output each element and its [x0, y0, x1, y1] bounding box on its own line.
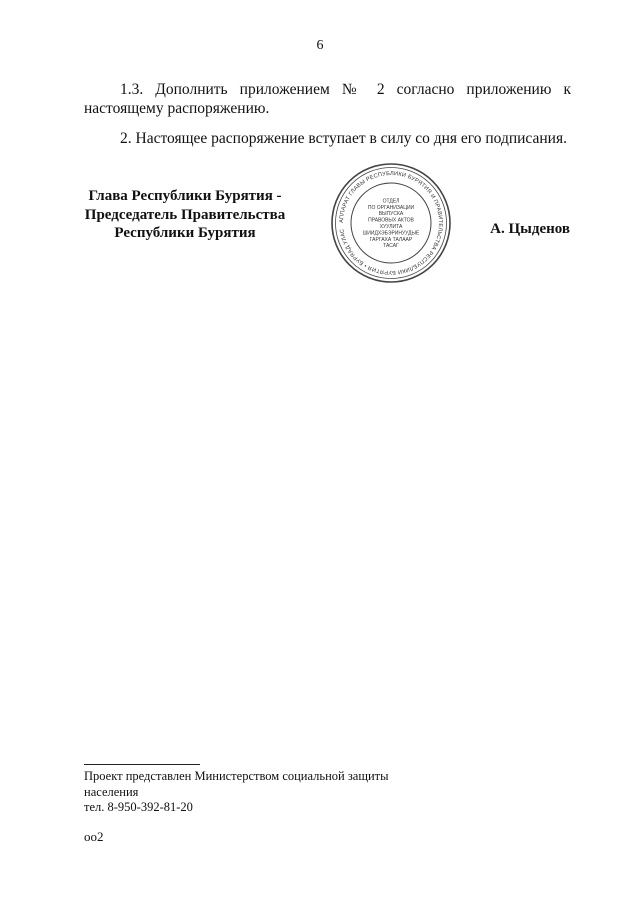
stamp-center-line: ШИИДХЭБЭРИНУУДЫЕ — [362, 230, 420, 237]
signature-title-line: Председатель Правительства — [84, 206, 286, 223]
footnote — [84, 769, 424, 816]
signature-title-line: Республики Бурятия — [114, 225, 256, 241]
stamp-center-line: ОТДЕЛ — [382, 198, 400, 205]
stamp-center-line: ПО ОРГАНИЗАЦИИ — [367, 204, 415, 211]
footnote-divider — [84, 764, 200, 765]
signature-title-line: Глава Республики Бурятия - — [88, 188, 282, 204]
stamp-center-line: ТАСАГ — [383, 243, 399, 250]
page-number: 6 — [316, 38, 324, 53]
stamp-center-line: ПРАВОВЫХ АКТОВ — [368, 217, 414, 224]
official-stamp-seal — [330, 162, 452, 284]
document-code: оо2 — [84, 829, 104, 844]
stamp-center-line: ХУУЛИТА — [379, 224, 403, 230]
footnote-line: Проект представлен Министерством социальной защиты — [84, 769, 389, 783]
stamp-center-line: ГАРГАХА ТАЛААР — [369, 236, 413, 243]
stamp-center-text — [363, 198, 420, 249]
signature-name: А. Цыденов — [490, 221, 570, 237]
signature-title — [70, 187, 300, 243]
paragraph-1-3 — [84, 80, 571, 118]
footnote-phone: тел. 8-950-392-81-20 — [84, 800, 193, 814]
footnote-line: населения — [84, 784, 139, 799]
paragraph-text: 1.3. Дополнить приложением № 2 согласно приложению к настоящему распоряжению. — [84, 81, 571, 117]
stamp-ring-text: АППАРАТ ГЛАВЫ РЕСПУБЛИКИ БУРЯТИЯ И ПРАВИТЕЛЬСТВА РЕСПУБЛИКИ БУРЯТИЯ • БУРЯАД УЛАС — [338, 170, 444, 276]
paragraph-text: 2. Настоящее распоряжение вступает в силу со дня его подписания. — [120, 130, 567, 147]
stamp-center-line: ВЫПУСКА — [378, 211, 404, 218]
paragraph-2 — [84, 129, 571, 148]
